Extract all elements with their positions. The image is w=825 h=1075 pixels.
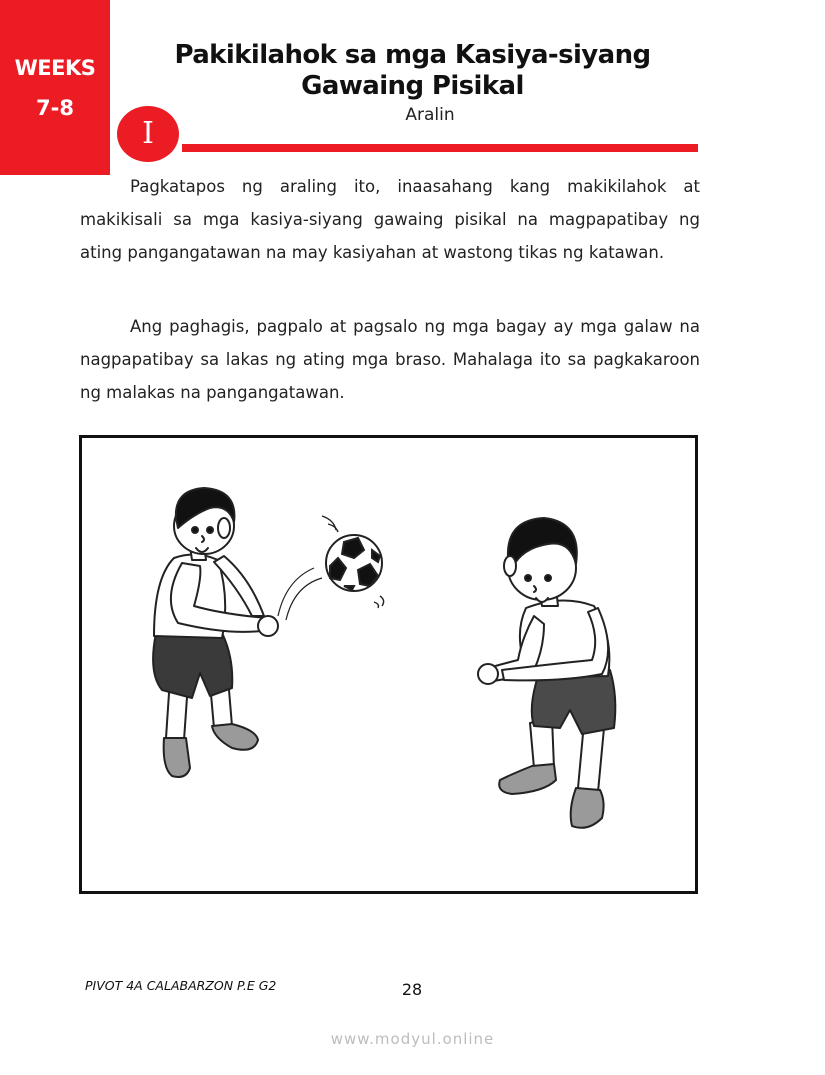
watermark: www.modyul.online	[330, 1030, 495, 1048]
left-boy-figure	[153, 488, 278, 777]
paragraph-description: Ang paghagis, pagpalo at pagsalo ng mga bagay ay mga galaw na nagpapatibay sa lakas ng ating mga braso. Mahalaga ito sa pagkakaroon ng malakas na pangangatawan.	[80, 317, 700, 402]
weeks-label-box	[0, 0, 110, 175]
right-boy-figure	[478, 518, 615, 828]
weeks-range: 7-8	[36, 96, 74, 120]
page-number: 28	[401, 980, 423, 999]
soccer-ball-icon	[278, 516, 384, 620]
section-subtitle: Aralin	[405, 105, 455, 125]
header-rule	[182, 144, 698, 152]
section-badge: I	[117, 106, 179, 162]
paragraph-intro: Pagkatapos ng araling ito, inaasahang kang makikilahok at makikisali sa mga kasiya-siyang gawaing pisikal na magpapatibay ng ating pangangatawan na may kasiyahan at wastong tikas ng katawan.	[80, 177, 700, 262]
weeks-label: WEEKS	[14, 56, 96, 80]
illustration-frame	[79, 435, 698, 894]
page-title: Pakikilahok sa mga Kasiya-siyang Gawaing Pisikal	[174, 40, 651, 101]
volleyball-illustration	[82, 438, 695, 891]
footer-publication: PIVOT 4A CALABARZON P.E G2	[85, 978, 277, 993]
